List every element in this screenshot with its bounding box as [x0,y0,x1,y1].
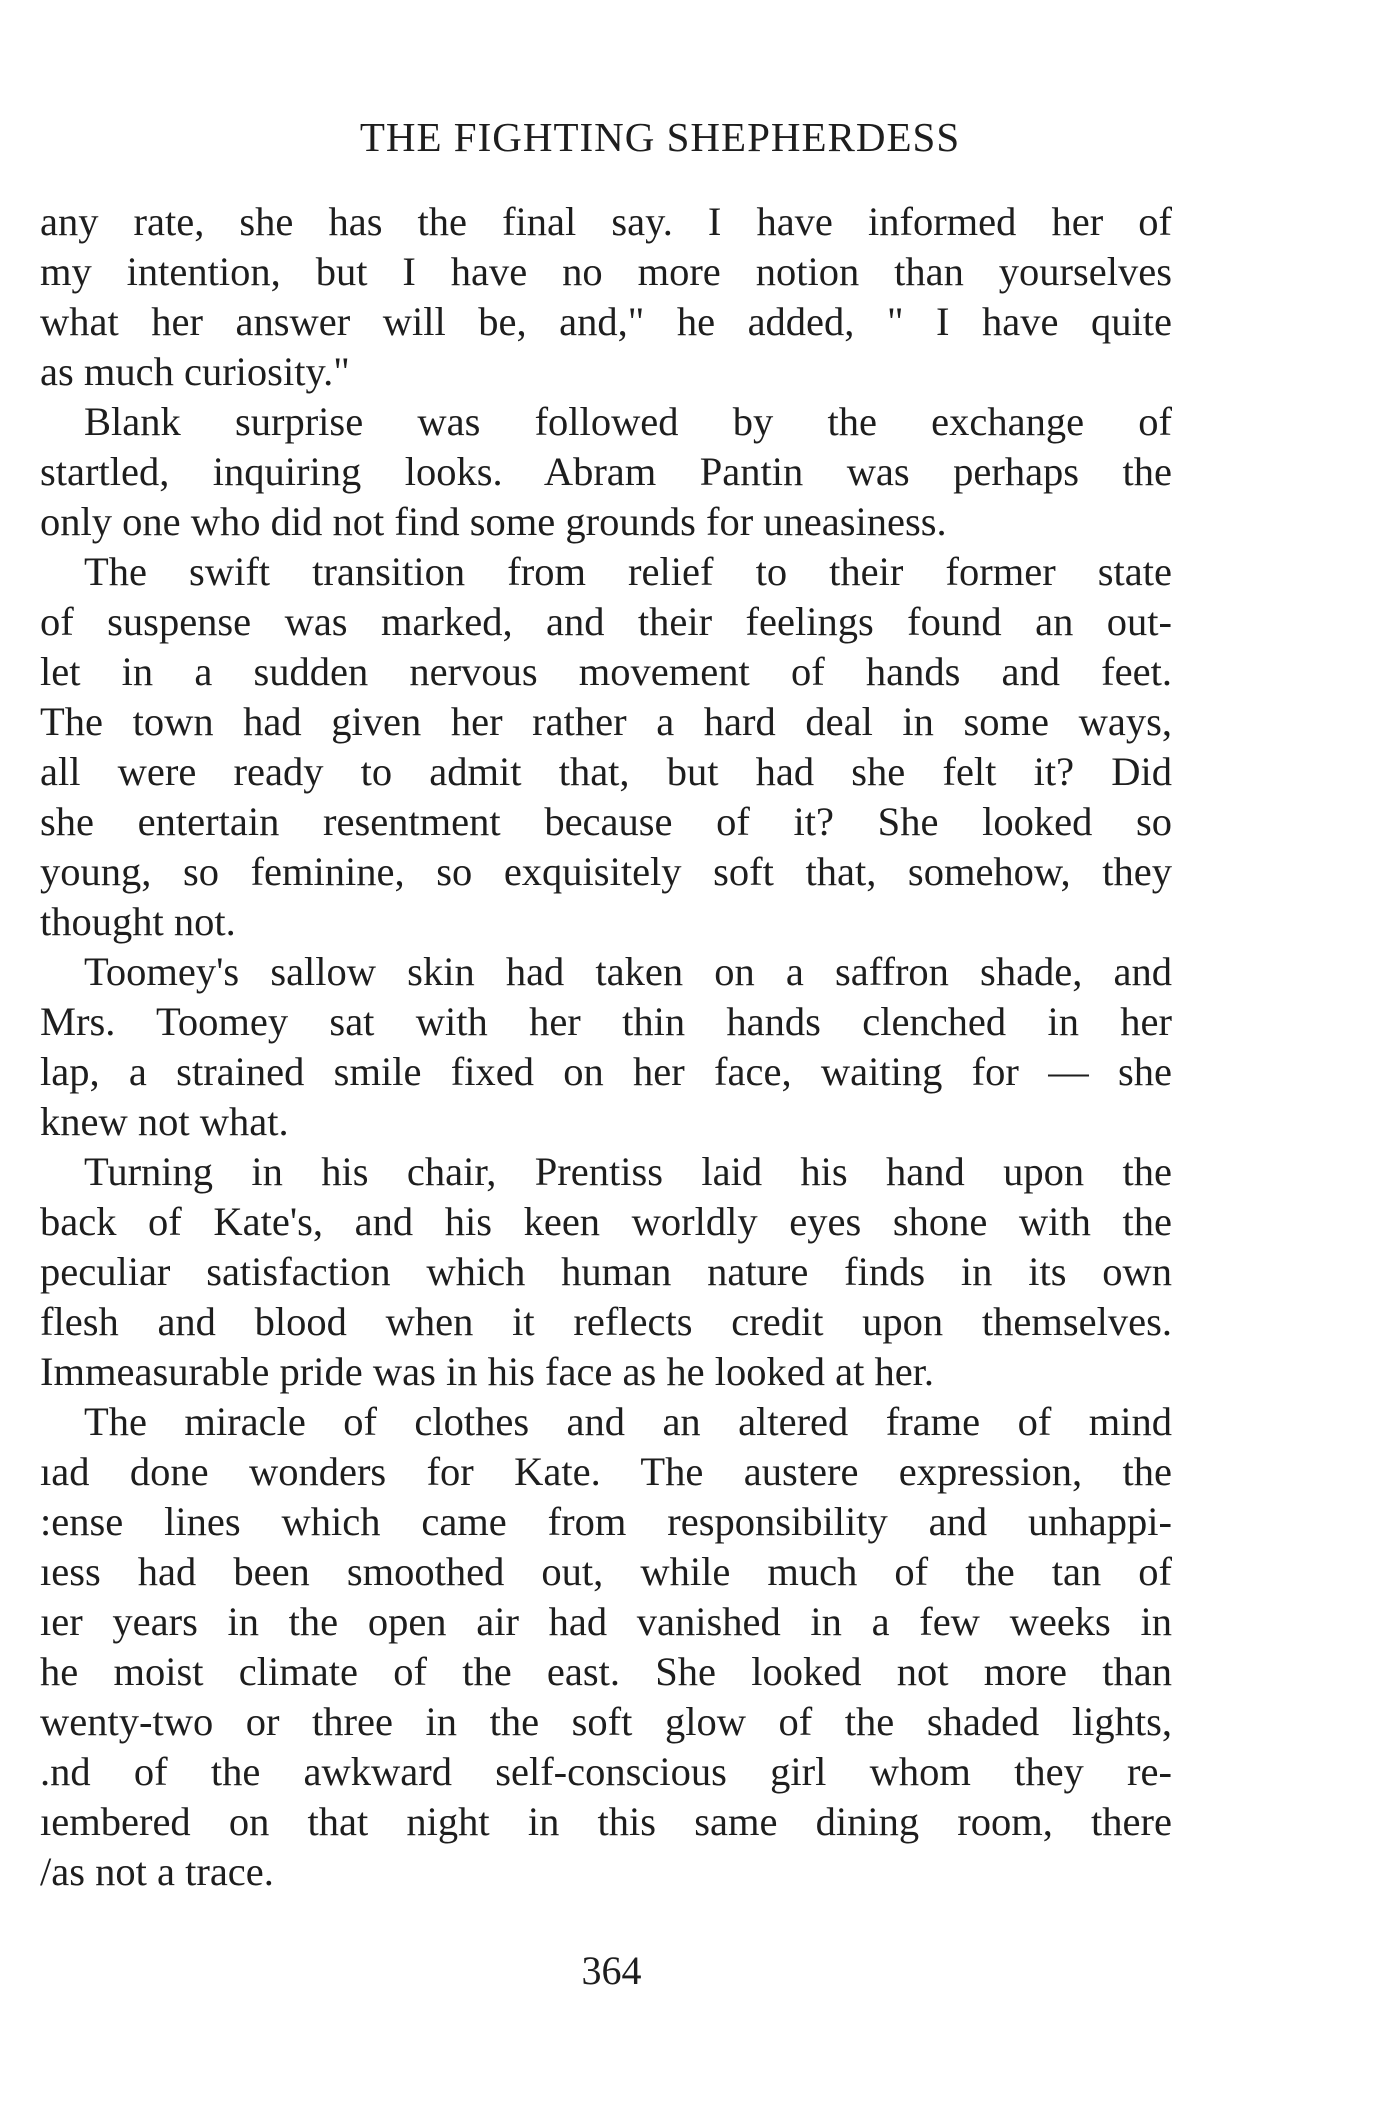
text-line: he moist climate of the east. She looked not more than [40,1649,1172,1694]
text-line: ıembered on that night in this same dining room, there [40,1799,1172,1844]
text-line: startled, inquiring looks. Abram Pantin was perhaps the [40,449,1172,494]
text-line: of suspense was marked, and their feelings found an out- [40,599,1172,644]
text-line: ıer years in the open air had vanished in a few weeks in [40,1599,1172,1644]
text-line: flesh and blood when it reflects credit upon themselves. [40,1299,1172,1344]
text-line: she entertain resentment because of it? She looked so [40,799,1172,844]
text-line: thought not. [40,899,236,944]
text-line: The town had given her rather a hard deal in some ways, [40,699,1172,744]
text-line: Toomey's sallow skin had taken on a saffron shade, and [84,949,1172,994]
text-line: Blank surprise was followed by the exchange of [84,399,1172,444]
text-line: Turning in his chair, Prentiss laid his hand upon the [84,1149,1172,1194]
text-line: my intention, but I have no more notion than yourselves [40,249,1172,294]
text-line: only one who did not find some grounds for uneasiness. [40,499,947,544]
text-line: The miracle of clothes and an altered frame of mind [84,1399,1172,1444]
text-line: lap, a strained smile fixed on her face, waiting for — she [40,1049,1172,1094]
text-line: ıess had been smoothed out, while much of the tan of [40,1549,1172,1594]
text-line: .nd of the awkward self-conscious girl whom they re- [40,1749,1172,1794]
text-line: what her answer will be, and," he added, " I have quite [40,299,1172,344]
page-number: 364 [581,1948,642,1993]
running-head: THE FIGHTING SHEPHERDESS [359,114,961,160]
text-line: The swift transition from relief to their former state [84,549,1172,594]
text-line: peculiar satisfaction which human nature finds in its own [40,1249,1172,1294]
text-line: let in a sudden nervous movement of hands and feet. [40,649,1172,694]
body-text [40,197,1172,1897]
text-line: any rate, she has the final say. I have informed her of [40,199,1172,244]
text-line: Mrs. Toomey sat with her thin hands clenched in her [40,999,1172,1044]
text-line: back of Kate's, and his keen worldly eyes shone with the [40,1199,1172,1244]
text-line: as much curiosity." [40,349,350,394]
text-line: ıad done wonders for Kate. The austere expression, the [40,1449,1172,1494]
text-line: all were ready to admit that, but had she felt it? Did [40,749,1172,794]
text-line: /as not a trace. [40,1849,274,1894]
text-line: knew not what. [40,1099,289,1144]
text-line: wenty-two or three in the soft glow of the shaded lights, [40,1699,1172,1744]
text-line: young, so feminine, so exquisitely soft that, somehow, they [40,849,1172,894]
text-line: :ense lines which came from responsibility and unhappi- [40,1499,1172,1544]
text-line: Immeasurable pride was in his face as he looked at her. [40,1349,935,1394]
